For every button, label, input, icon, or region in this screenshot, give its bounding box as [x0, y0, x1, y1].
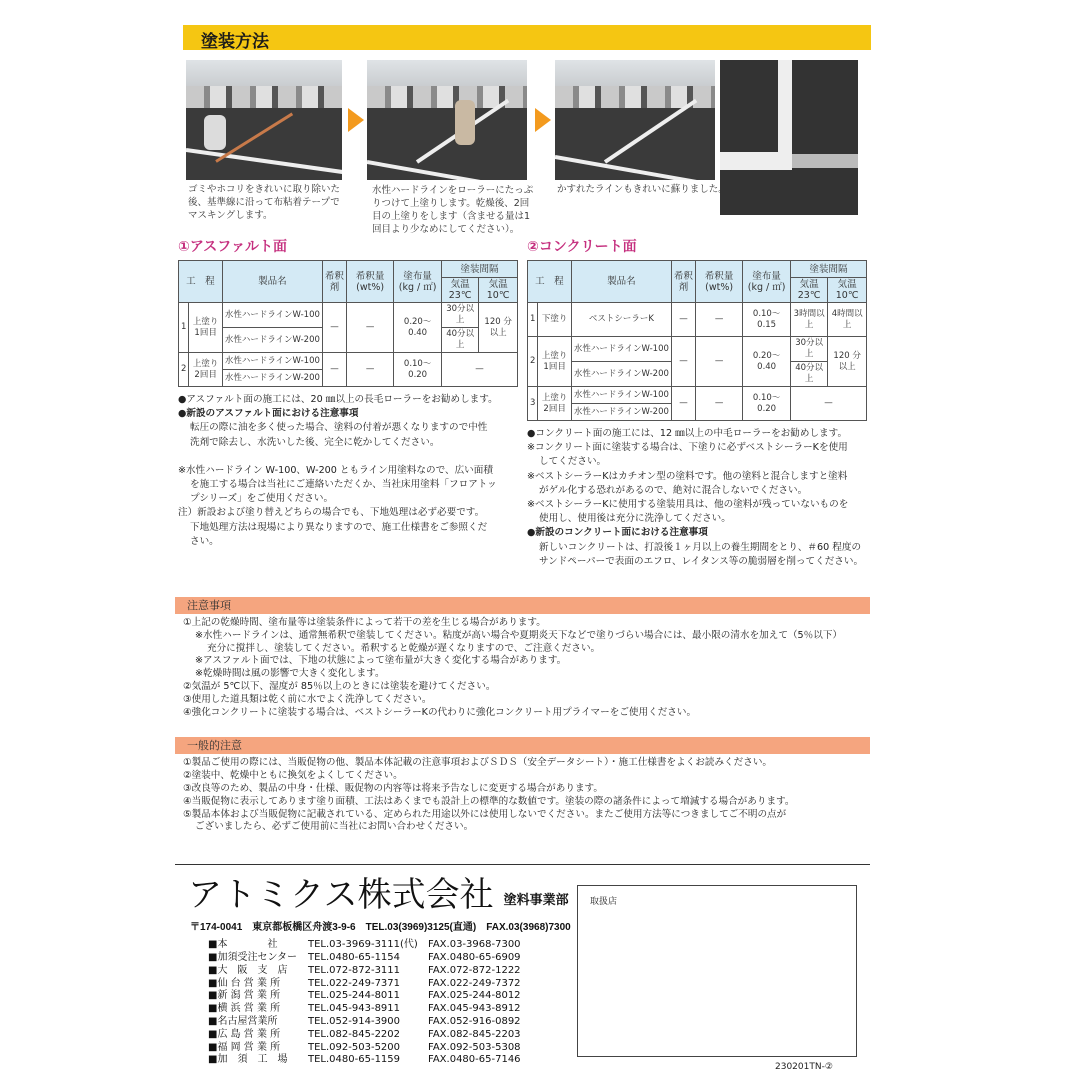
section-header-painting-method [183, 25, 871, 50]
step3-caption: かすれたラインもきれいに蘇りました。 [557, 184, 728, 195]
table-row: 3 上塗り2回目 水性ハードラインW-100 — — 0.10～0.20 — [528, 387, 867, 404]
general-cautions-header: 一般的注意 [175, 737, 870, 754]
company-name: アトミクス株式会社 [188, 875, 494, 916]
list-item: ■加 須 工 場 TEL.0480-65-1159 FAX.0480-65-7146 [208, 1054, 521, 1066]
footer [0, 864, 1080, 1092]
table-row: 1 下塗り ベストシーラーK — — 0.10～0.15 3時間以上 4時間以上 [528, 303, 867, 337]
list-item: ■横 浜 営 業 所 TEL.045-943-8911 FAX.045-943-8912 [208, 1003, 521, 1015]
arrow-right-icon [535, 108, 551, 132]
step1-caption: ゴミやホコリをきれいに取り除いた 後、基準線に沿って布粘着テープで マスキングします。 [188, 184, 341, 221]
list-item: ■広 島 営 業 所 TEL.082-845-2202 FAX.082-845-2203 [208, 1028, 521, 1040]
list-item: ■加須受注センター TEL.0480-65-1154 FAX.0480-65-6909 [208, 951, 521, 963]
general-cautions-list: ①製品ご使用の際には、当販促物の他、製品本体記載の注意事項およびＳＤＳ（安全データシート）・施工仕様書をよくお読みください。 ②塗装中、乾燥中ともに換気をよくしてください。 ③改良等のため、製品の中身・仕様、販促物の内容等は将来予告なしに変更する場合があります。 ④当販促物に表示してあります塗り面積、工法はあくまでも設計上の標準的な数値です。塗装の際の諸条件によって増減する場合があります。 ⑤製品本体および当販促物に記載されている、定められた用途以外には使用しないでください。またご使用方法等につきましてご不明の点が ございましたら、必ずご使用前に当社にお問い合わせください。 [183, 757, 795, 833]
cautions-list: ①上記の乾燥時間、塗布量等は塗装条件によって若干の差を生じる場合があります。 ※水性ハードラインは、通常無希釈で塗装してください。粘度が高い場合や夏期炎天下などで塗りづらい場合には、最小限の清水を加えて（5％以下） 充分に撹拌し、塗装してください。希釈すると乾燥が遅くなりますので、ご注意ください。 ※アスファルト面では、下地の状態によって塗布量が大きく変化する場合があります。 ※乾燥時間は風の影響で大きく変化します。 ②気温が 5℃以下、湿度が 85％以上のときには塗装を避けてください。 ③使用した道具類は乾く前に水でよく洗浄してください。 ④強化コンクリートに塗装する場合は、ベストシーラーKの代わりに強化コンクリート用プライマーをご使用ください。 [183, 617, 843, 718]
document-code: 230201TN-② [775, 1062, 833, 1073]
concrete-spec-table: 工 程 製品名 希釈剤 希釈量(wt%) 塗布量(kg / ㎡) 塗装間隔 気温23℃ 気温10℃ 1 下塗り ベストシーラーK — — 0.10～0.15 3時間以上 4時間以上 2 上塗り1回目 水性ハードラインW-100 — — 0.20～0.40 30分以上 120 分以上 水性ハードラインW-200 40分以上 3 上塗り2回目 水性ハードラインW-100 — — 0.10～0.20 — 水性ハードラインW-200 [527, 260, 867, 421]
step2-caption: 水性ハードラインをローラーにたっぷ りつけて上塗りします。乾燥後、2回 目の上塗りをします（含ませる量は1 回目より少なめにしてください）。 [372, 185, 534, 235]
list-item: ■名古屋営業所 TEL.052-914-3900 FAX.052-916-0892 [208, 1015, 521, 1027]
concrete-notes: ●コンクリート面の施工には、12 ㎜以上の中毛ローラーをお勧めします。 ※コンクリート面に塗装する場合は、下塗りに必ずベストシーラーKを使用 してください。 ※ベストシーラーKはカチオン型の塗料です。他の塗料と混合しますと塗料 がゲル化する恐れがあるので、絶対に混合しないでください。 ※ベストシーラーKに使用する塗装用具は、他の塗料が残っていないものを 使用し、使用後は充分に洗浄してください。 ●新設のコンクリート面における注意事項 新しいコンクリートは、打設後１ヶ月以上の養生期間をとり、＃60 程度の サンドペーパーで表面のエフロ、レイタンス等の脆弱層を削ってください。 [527, 428, 864, 567]
list-item: ■本 社 TEL.03-3969-3111(代) FAX.03-3968-7300 [208, 939, 521, 951]
list-item: ■福 岡 営 業 所 TEL.092-503-5200 FAX.092-503-5308 [208, 1041, 521, 1053]
divider [175, 864, 870, 865]
table-row: 2 上塗り2回目 水性ハードラインW-100 — — 0.10～0.20 — [179, 353, 518, 370]
photo-finished [555, 60, 715, 180]
dealer-stamp-box [577, 885, 857, 1057]
arrow-right-icon [348, 108, 364, 132]
list-item: ■新 潟 営 業 所 TEL.025-244-8011 FAX.025-244-8012 [208, 990, 521, 1002]
table-row: 1 上塗り1回目 水性ハードラインW-100 — — 0.20～0.40 30分以上 120 分以上 [179, 303, 518, 328]
asphalt-section [178, 238, 518, 569]
asphalt-spec-table: 工 程 製品名 希釈剤 希釈量(wt%) 塗布量(kg / ㎡) 塗装間隔 気温23℃ 気温10℃ 1 上塗り1回目 水性ハードラインW-100 — — 0.20～0.40 30分以上 120 分以上 水性ハードラインW-200 40分以上 2 上塗り2回目 水性ハードラインW-100 — — 0.10～0.20 — 水性ハードラインW-200 [178, 260, 518, 387]
photo-rolling [367, 60, 527, 180]
branch-list [208, 939, 548, 1067]
concrete-section [527, 238, 867, 569]
concrete-section-title: ②コンクリート面 [527, 239, 637, 255]
dealer-label: 取扱店 [590, 897, 618, 908]
asphalt-section-title: ①アスファルト面 [178, 239, 288, 255]
photo-masking [186, 60, 342, 180]
company-address: 〒174-0041 東京都板橋区舟渡3-9-6 TEL.03(3969)3125(直通) FAX.03(3968)7300 [190, 922, 571, 934]
page-title: 塗装方法 [201, 32, 269, 52]
table-row: 2 上塗り1回目 水性ハードラインW-100 — — 0.20～0.40 30分以上 120 分以上 [528, 337, 867, 362]
company-dept: 塗料事業部 [503, 893, 569, 909]
cautions-header: 注意事項 [175, 597, 870, 614]
asphalt-notes: ●アスファルト面の施工には、20 ㎜以上の長毛ローラーをお勧めします。 ●新設のアスファルト面における注意事項 転圧の際に油を多く使った場合、塗料の付着が悪くなりますので中性 洗剤で除去し、水洗いした後、完全に乾かしてください。 ※水性ハードライン W-100、W-200 ともライン用塗料なので、広い面積 を施工する場合は当社にご連絡いただくか、当社床用塗料「フロアトッ プシリーズ」をご使用ください。 注）新設および塗り替えどちらの場合でも、下地処理は必ず必要です。 下地処理方法は現場により異なりますので、施工仕様書をご参照くだ さい。 [178, 394, 498, 547]
list-item: ■大 阪 支 店 TEL.072-872-3111 FAX.072-872-1222 [208, 964, 521, 976]
photo-line-closeup [720, 60, 858, 215]
list-item: ■仙 台 営 業 所 TEL.022-249-7371 FAX.022-249-7372 [208, 977, 521, 989]
